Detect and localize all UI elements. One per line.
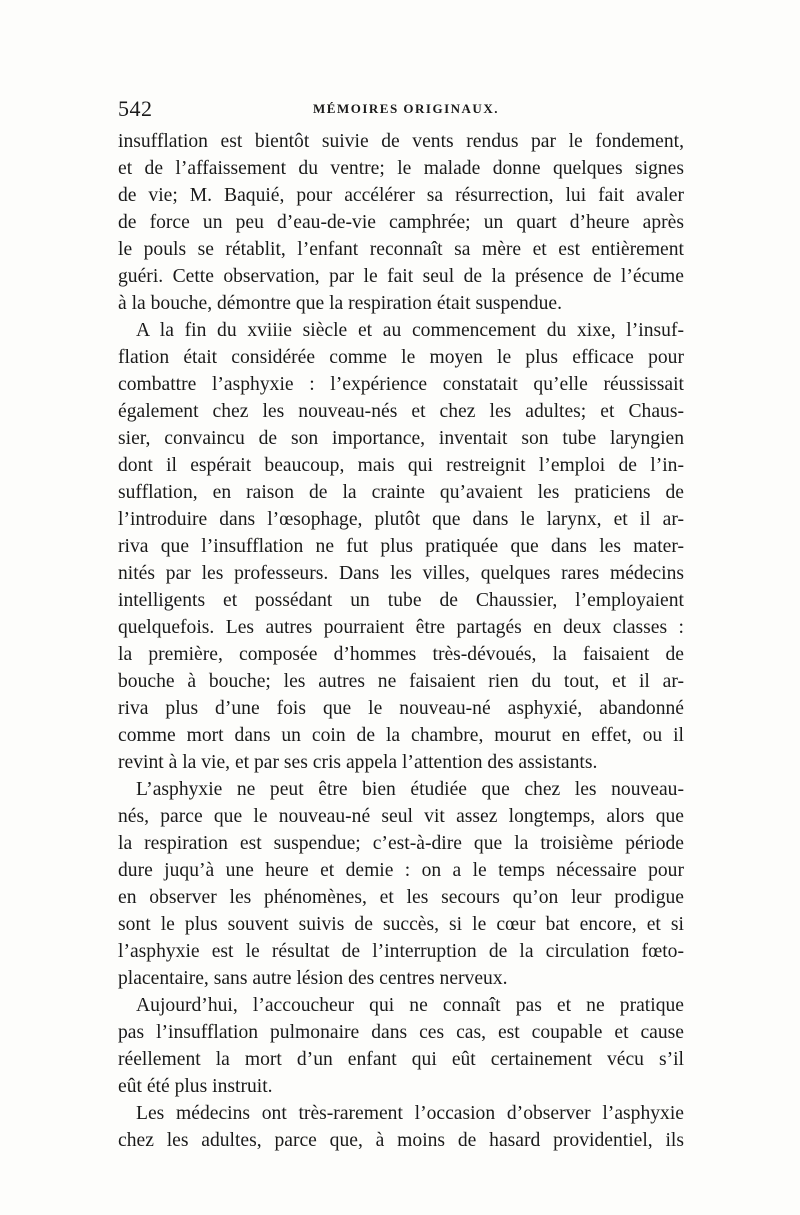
text-line: riva plus d’une fois que le nouveau-né asphyxié, abandonné — [118, 698, 684, 719]
text-line: en observer les phénomènes, et les secours qu’on leur prodigue — [118, 887, 684, 908]
text-line: Aujourd’hui, l’accoucheur qui ne connaît pas et ne pratique — [136, 995, 684, 1016]
text-line: le pouls se rétablit, l’enfant reconnaît sa mère et est entièrement — [118, 239, 684, 260]
text-line: pas l’insufflation pulmonaire dans ces cas, est coupable et cause — [118, 1022, 684, 1043]
page-number: 542 — [118, 96, 153, 121]
body-text — [118, 128, 684, 1154]
text-line: nés, parce que le nouveau-né seul vit assez longtemps, alors que — [118, 806, 684, 827]
text-line: sont le plus souvent suivis de succès, si le cœur bat encore, et si — [118, 914, 684, 935]
text-line: intelligents et possédant un tube de Chaussier, l’employaient — [118, 590, 684, 611]
page-header — [118, 96, 684, 120]
text-line: la première, composée d’hommes très-dévoués, la faisaient de — [118, 644, 684, 665]
text-line: dont il espérait beaucoup, mais qui restreignit l’emploi de l’in- — [118, 455, 684, 476]
text-line: l’introduire dans l’œsophage, plutôt que dans le larynx, et il ar- — [118, 509, 684, 530]
text-line: à la bouche, démontre que la respiration était suspendue. — [118, 293, 562, 314]
text-line: chez les adultes, parce que, à moins de hasard providentiel, ils — [118, 1130, 684, 1151]
text-line: dure juqu’à une heure et demie : on a le temps nécessaire pour — [118, 860, 684, 881]
text-line: et de l’affaissement du ventre; le malade donne quelques signes — [118, 158, 684, 179]
text-line: l’asphyxie est le résultat de l’interruption de la circulation fœto- — [118, 941, 684, 962]
text-line: placentaire, sans autre lésion des centres nerveux. — [118, 968, 508, 989]
text-line: réellement la mort d’un enfant qui eût certainement vécu s’il — [118, 1049, 684, 1070]
text-line: eût été plus instruit. — [118, 1076, 273, 1097]
text-line: revint à la vie, et par ses cris appela l’attention des assistants. — [118, 752, 598, 773]
text-line: flation était considérée comme le moyen le plus efficace pour — [118, 347, 684, 368]
text-line: bouche à bouche; les autres ne faisaient rien du tout, et il ar- — [118, 671, 684, 692]
text-line: nités par les professeurs. Dans les villes, quelques rares médecins — [118, 563, 684, 584]
text-line: de force un peu d’eau-de-vie camphrée; un quart d’heure après — [118, 212, 684, 233]
text-line: Les médecins ont très-rarement l’occasion d’observer l’asphyxie — [136, 1103, 684, 1124]
text-line: sier, convaincu de son importance, inventait son tube laryngien — [118, 428, 684, 449]
text-line: A la fin du xviiie siècle et au commencement du xixe, l’insuf- — [136, 320, 684, 341]
text-line: également chez les nouveau-nés et chez les adultes; et Chaus- — [118, 401, 684, 422]
text-line: insufflation est bientôt suivie de vents rendus par le fondement, — [118, 131, 684, 152]
text-line: combattre l’asphyxie : l’expérience constatait qu’elle réussissait — [118, 374, 684, 395]
text-line: L’asphyxie ne peut être bien étudiée que chez les nouveau- — [136, 779, 684, 800]
text-line: sufflation, en raison de la crainte qu’avaient les praticiens de — [118, 482, 684, 503]
text-line: quelquefois. Les autres pourraient être partagés en deux classes : — [118, 617, 684, 638]
running-head: MÉMOIRES ORIGINAUX. — [313, 101, 499, 116]
text-line: la respiration est suspendue; c’est-à-dire que la troisième période — [118, 833, 684, 854]
text-line: riva que l’insufflation ne fut plus pratiquée que dans les mater- — [118, 536, 684, 557]
text-line: guéri. Cette observation, par le fait seul de la présence de l’écume — [118, 266, 684, 287]
text-line: de vie; M. Baquié, pour accélérer sa résurrection, lui fait avaler — [118, 185, 684, 206]
text-line: comme mort dans un coin de la chambre, mourut en effet, ou il — [118, 725, 684, 746]
